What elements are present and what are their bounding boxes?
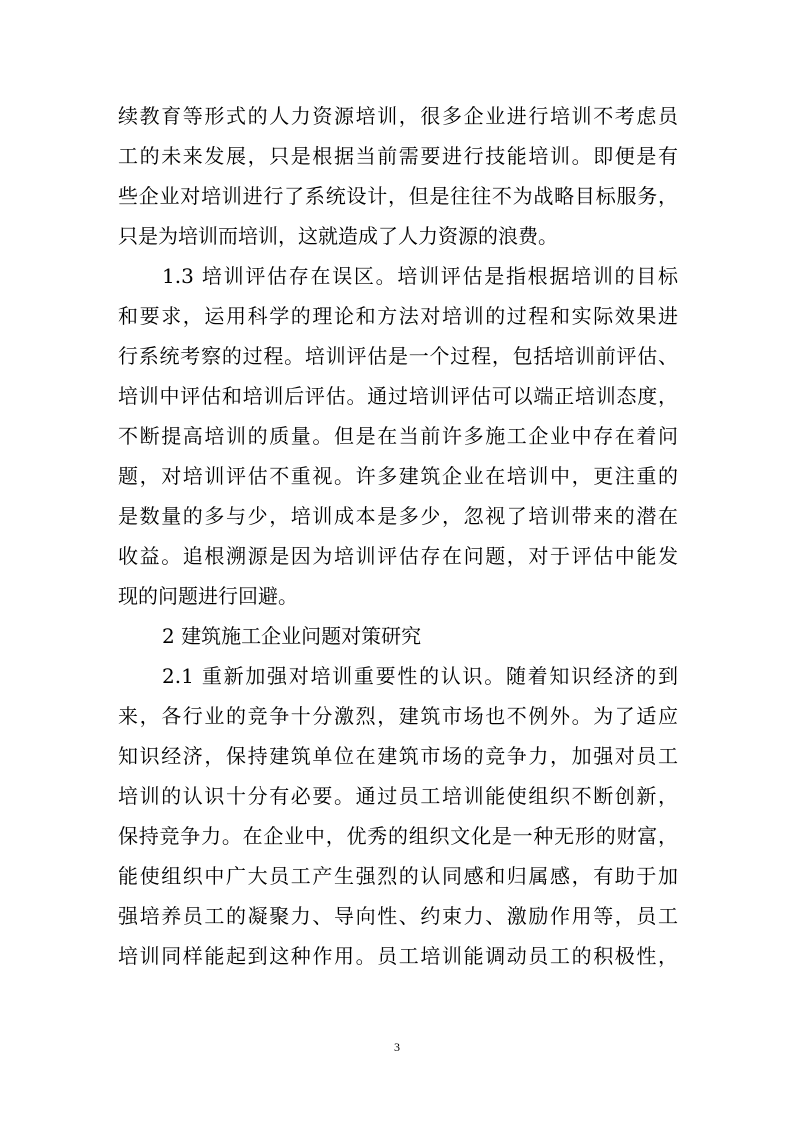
text-line: 现的问题进行回避。 <box>118 584 298 608</box>
text-line: 能使组织中广大员工产生强烈的认同感和归属感，有助于加 <box>118 864 678 888</box>
text-line: 来，各行业的竞争十分激烈，建筑市场也不例外。为了适应 <box>118 704 678 728</box>
page-number: 3 <box>394 1040 400 1054</box>
section-1-3-heading-line: 1.3 培训评估存在误区。培训评估是指根据培训的目标 <box>162 264 678 288</box>
text-line: 工的未来发展，只是根据当前需要进行技能培训。即便是有 <box>118 144 678 168</box>
text-line: 收益。追根溯源是因为培训评估存在问题，对于评估中能发 <box>118 544 678 568</box>
text-line: 知识经济，保持建筑单位在建筑市场的竞争力，加强对员工 <box>118 744 678 768</box>
text-line: 行系统考察的过程。培训评估是一个过程，包括培训前评估、 <box>118 344 678 368</box>
text-line: 培训的认识十分有必要。通过员工培训能使组织不断创新， <box>118 784 678 808</box>
text-line: 些企业对培训进行了系统设计，但是往往不为战略目标服务， <box>118 184 678 208</box>
document-body <box>118 96 678 976</box>
text-line: 只是为培训而培训，这就造成了人力资源的浪费。 <box>118 224 558 248</box>
text-line: 题，对培训评估不重视。许多建筑企业在培训中，更注重的 <box>118 464 678 488</box>
text-line: 不断提高培训的质量。但是在当前许多施工企业中存在着问 <box>118 424 678 448</box>
text-line: 续教育等形式的人力资源培训，很多企业进行培训不考虑员 <box>118 104 678 128</box>
section-2-1-heading-line: 2.1 重新加强对培训重要性的认识。随着知识经济的到 <box>162 664 678 688</box>
text-line: 培训同样能起到这种作用。员工培训能调动员工的积极性， <box>118 944 678 968</box>
text-line: 保持竞争力。在企业中，优秀的组织文化是一种无形的财富， <box>118 824 678 848</box>
text-line: 培训中评估和培训后评估。通过培训评估可以端正培训态度， <box>118 384 678 408</box>
text-line: 和要求，运用科学的理论和方法对培训的过程和实际效果进 <box>118 304 678 328</box>
section-2-heading: 2 建筑施工企业问题对策研究 <box>162 624 422 648</box>
text-line: 强培养员工的凝聚力、导向性、约束力、激励作用等，员工 <box>118 904 678 928</box>
text-line: 是数量的多与少，培训成本是多少，忽视了培训带来的潜在 <box>118 504 678 528</box>
